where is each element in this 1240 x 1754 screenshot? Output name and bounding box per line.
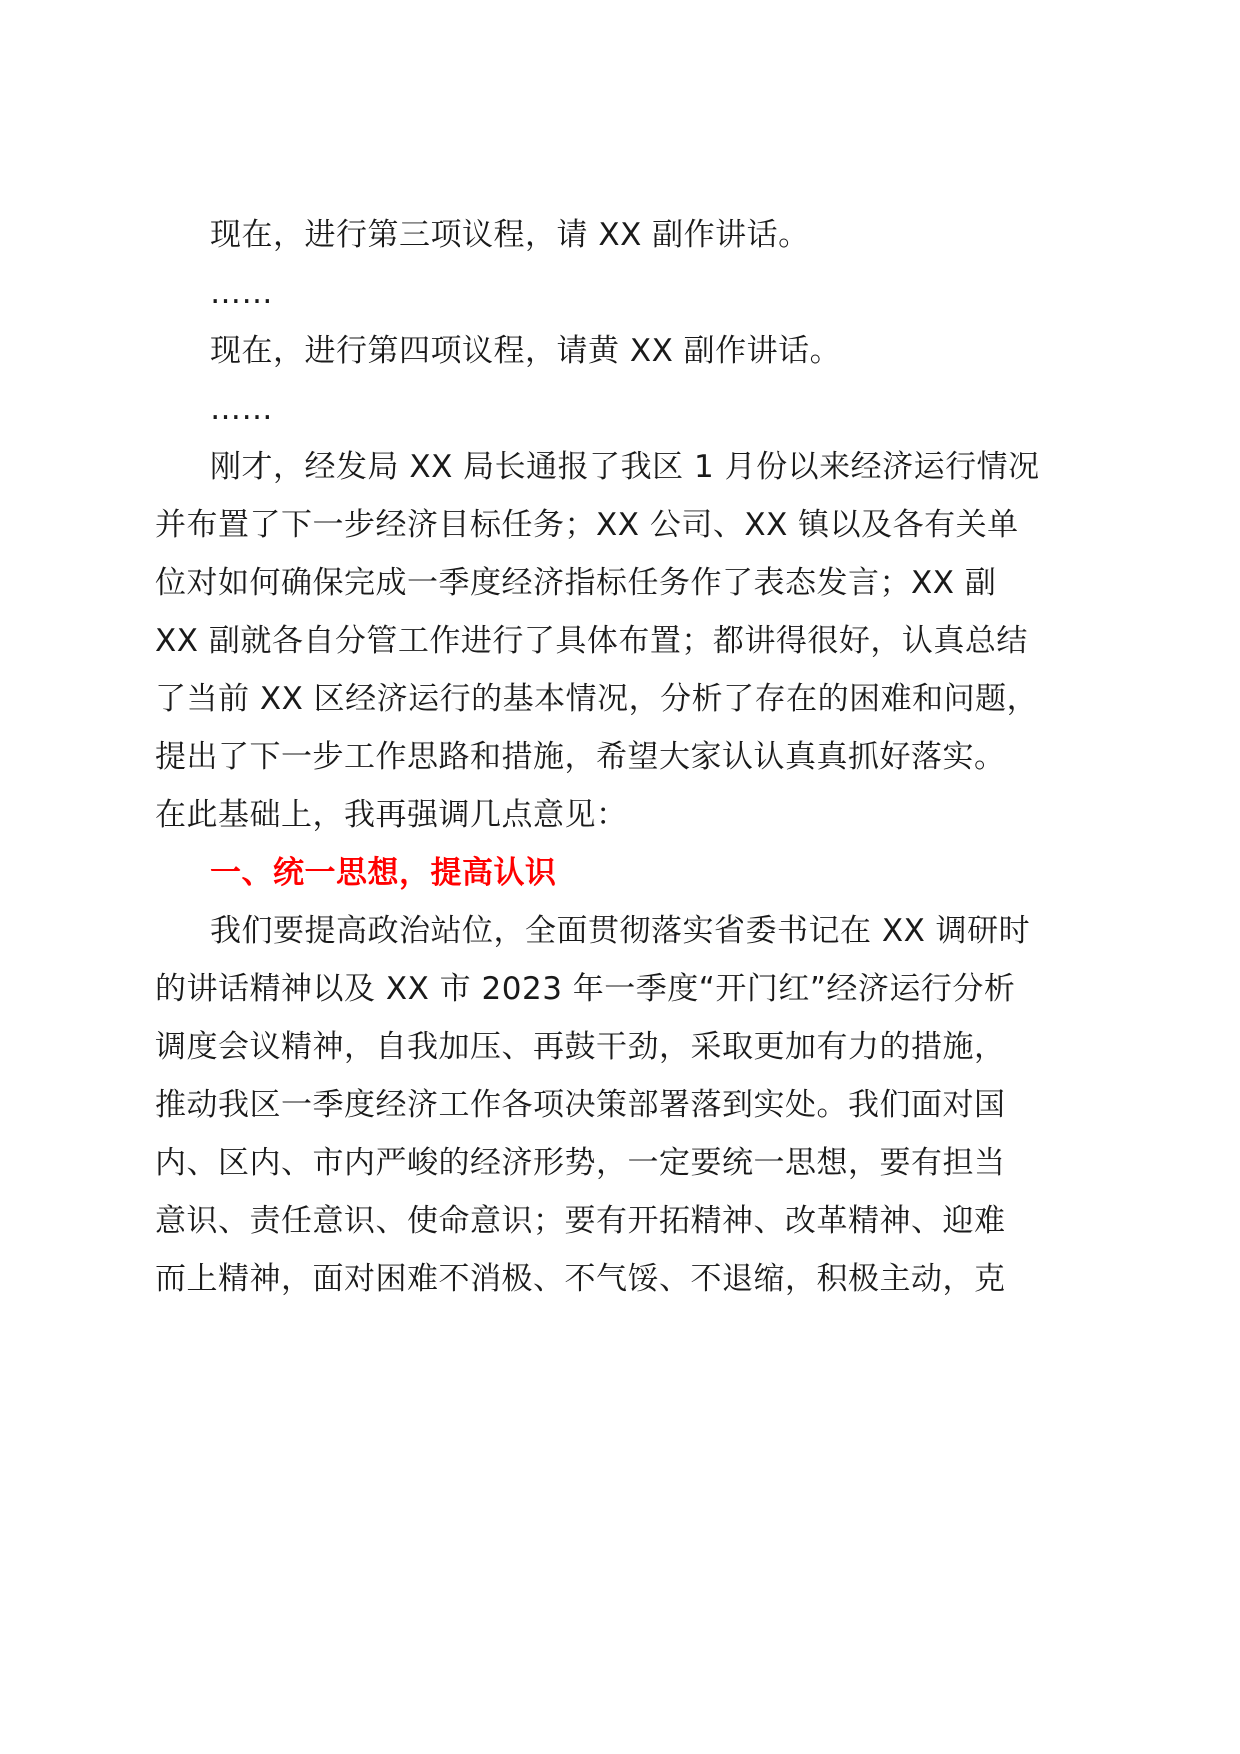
paragraph-summary-line: 在此基础上，我再强调几点意见： (155, 797, 628, 833)
paragraph-section-one-line: 内、区内、市内严峻的经济形势，一定要统一思想，要有担当 (155, 1145, 1006, 1181)
paragraph-summary-line: 提出了下一步工作思路和措施，希望大家认认真真抓好落实。 (155, 739, 1006, 775)
paragraph-section-one-line: 意识、责任意识、使命意识；要有开拓精神、改革精神、迎难 (155, 1203, 1006, 1239)
paragraph-summary-line: 刚才，经发局 XX 局长通报了我区 1 月份以来经济运行情况 (210, 449, 1040, 485)
paragraph-agenda-item-three: 现在，进行第三项议程，请 XX 副作讲话。 (210, 217, 810, 253)
paragraph-summary-line: 并布置了下一步经济目标任务；XX 公司、XX 镇以及各有关单 (155, 507, 1019, 543)
section-heading: 一、统一思想，提高认识 (210, 855, 557, 891)
paragraph-section-one-line: 而上精神，面对困难不消极、不气馁、不退缩，积极主动，克 (155, 1261, 1006, 1297)
paragraph-section-one-line: 我们要提高政治站位，全面贯彻落实省委书记在 XX 调研时 (210, 913, 1031, 949)
ellipsis-line: …… (210, 275, 273, 311)
paragraph-agenda-item-four: 现在，进行第四项议程，请黄 XX 副作讲话。 (210, 333, 842, 369)
paragraph-summary-line: 位对如何确保完成一季度经济指标任务作了表态发言；XX 副 (155, 565, 997, 601)
paragraph-section-one-line: 推动我区一季度经济工作各项决策部署落到实处。我们面对国 (155, 1087, 1006, 1123)
paragraph-summary-line: XX 副就各自分管工作进行了具体布置；都讲得很好，认真总结 (155, 623, 1028, 659)
paragraph-section-one-line: 调度会议精神，自我加压、再鼓干劲，采取更加有力的措施， (155, 1029, 1006, 1065)
paragraph-section-one-line: 的讲话精神以及 XX 市 2023 年一季度“开门红”经济运行分析 (155, 971, 1016, 1007)
paragraph-summary-line: 了当前 XX 区经济运行的基本情况，分析了存在的困难和问题， (155, 681, 1039, 717)
ellipsis-line: …… (210, 391, 273, 427)
